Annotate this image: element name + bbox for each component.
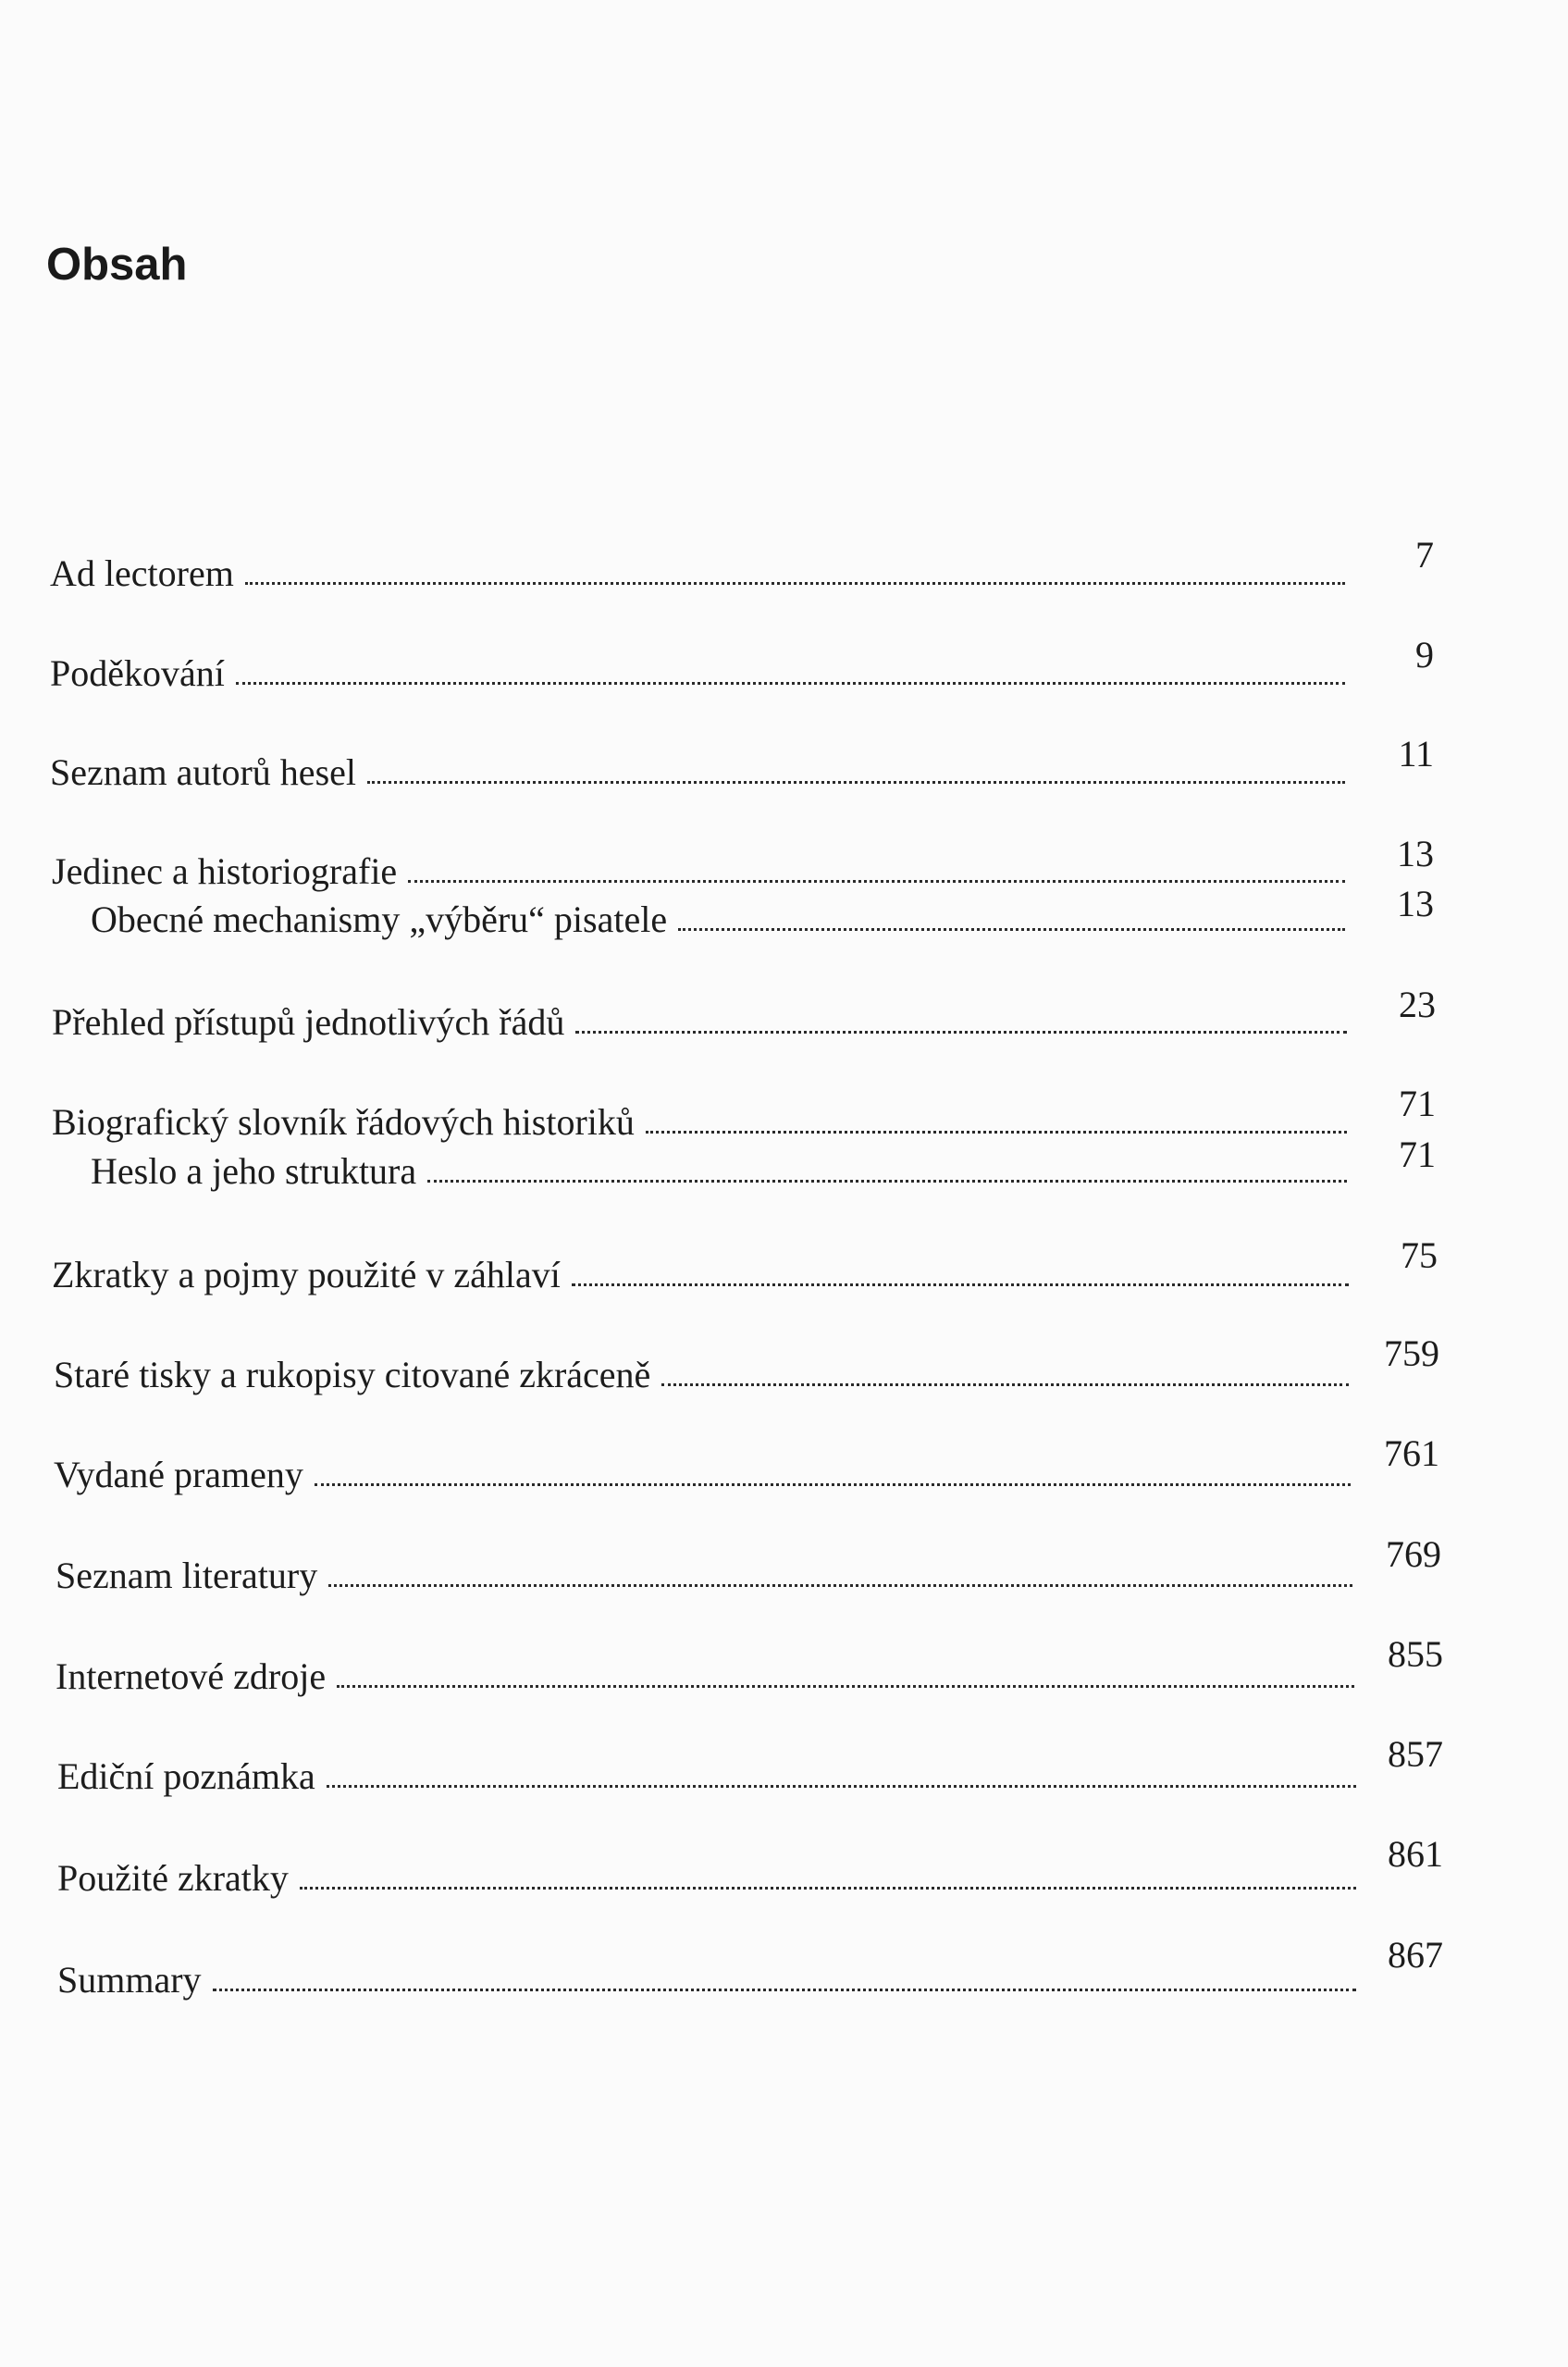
toc-entry-label: Obecné mechanismy „výběru“ pisatele: [91, 898, 668, 940]
toc-page-number: 71: [1399, 1134, 1436, 1175]
toc-entry: [50, 652, 1354, 694]
toc-entry-label: Staré tisky a rukopisy citované zkráceně: [54, 1354, 651, 1395]
toc-leader-dots: [646, 1131, 1347, 1134]
toc-entry: [57, 1959, 1365, 2001]
toc-entry-label: Summary: [57, 1959, 202, 2001]
toc-page-number: 769: [1386, 1533, 1441, 1575]
toc-entry-label: Přehled přístupů jednotlivých řádů: [52, 1001, 565, 1043]
toc-entry: [52, 1001, 1356, 1043]
toc-entry-label: Seznam autorů hesel: [50, 751, 356, 793]
toc-entry: [56, 1557, 1362, 1594]
toc-leader-dots: [572, 1283, 1349, 1286]
toc-leader-dots: [327, 1785, 1356, 1788]
toc-leader-dots: [678, 928, 1345, 931]
toc-entry: [54, 1456, 1360, 1493]
toc-page-number: 9: [1415, 634, 1434, 675]
toc-entry: [50, 751, 1354, 793]
toc-leader-dots: [575, 1031, 1347, 1034]
toc-entry: [52, 1101, 1356, 1143]
toc-page-number: 861: [1388, 1833, 1443, 1875]
toc-leader-dots: [337, 1685, 1354, 1688]
toc-entry-label: Poděkování: [50, 652, 225, 694]
page-title: Obsah: [46, 240, 188, 290]
toc-subentry: [91, 1150, 1356, 1192]
toc-page-number: 857: [1388, 1733, 1443, 1775]
toc-leader-dots: [427, 1180, 1347, 1183]
toc-leader-dots: [408, 880, 1345, 883]
toc-page-number: 11: [1398, 733, 1434, 775]
toc-page-number: 71: [1399, 1083, 1436, 1124]
toc-leader-dots: [236, 682, 1345, 685]
toc-entry: [57, 1857, 1365, 1899]
toc-leader-dots: [328, 1584, 1352, 1587]
toc-page-number: 75: [1401, 1234, 1438, 1276]
toc-leader-dots: [300, 1887, 1356, 1890]
toc-entry-label: Použité zkratky: [57, 1857, 289, 1899]
toc-entry-label: Zkratky a pojmy použité v záhlaví: [52, 1254, 561, 1295]
toc-page-number: 23: [1399, 984, 1436, 1025]
toc-page-number: 13: [1397, 883, 1434, 924]
toc-entry-label: Heslo a jeho struktura: [91, 1150, 417, 1192]
toc-leader-dots: [367, 781, 1345, 784]
toc-entry: [50, 552, 1354, 594]
toc-entry-label: Jedinec a historiografie: [52, 850, 398, 892]
toc-page-number: 13: [1397, 833, 1434, 874]
toc-leader-dots: [245, 582, 1345, 585]
toc-entry-label: Biografický slovník řádových historiků: [52, 1101, 635, 1143]
toc-leader-dots: [315, 1483, 1351, 1486]
toc-leader-dots: [661, 1383, 1349, 1386]
toc-leader-dots: [213, 1989, 1356, 1991]
toc-entry: [52, 850, 1354, 892]
toc-entry: [52, 1254, 1358, 1295]
toc-page-number: 759: [1384, 1332, 1439, 1374]
toc-subentry: [91, 898, 1354, 940]
toc-page-number: 7: [1415, 534, 1434, 576]
toc-entry-label: Seznam literatury: [56, 1555, 318, 1596]
toc-entry-label: Internetové zdroje: [56, 1655, 327, 1697]
toc-page-number: 761: [1384, 1432, 1439, 1474]
toc-entry-label: Ediční poznámka: [57, 1755, 315, 1797]
toc-entry: [54, 1354, 1358, 1395]
toc-entry: [57, 1755, 1365, 1797]
toc-page-number: 855: [1388, 1633, 1443, 1675]
toc-entry: [56, 1655, 1364, 1697]
toc-entry-label: Ad lectorem: [50, 552, 234, 594]
toc-entry-label: Vydané prameny: [54, 1454, 303, 1495]
toc-page-number: 867: [1388, 1934, 1443, 1976]
